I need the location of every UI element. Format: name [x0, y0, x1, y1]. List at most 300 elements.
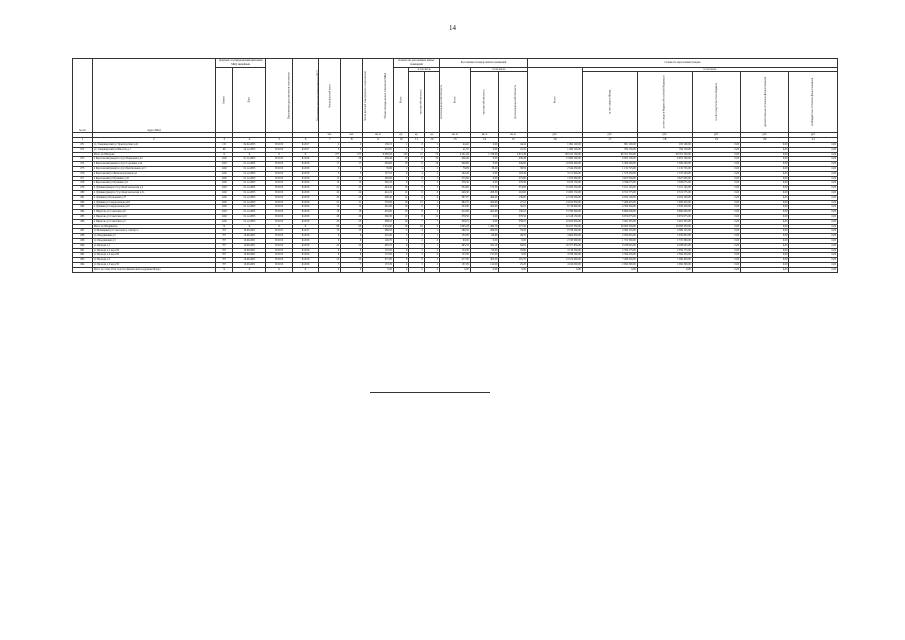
value-cell: 358,10 — [440, 219, 471, 224]
value-cell: 6 531 575,00 — [582, 190, 637, 195]
value-cell: 0,00 — [789, 205, 838, 210]
value-cell: 01.12.2003 — [233, 171, 266, 176]
value-cell: 2 813,49 — [499, 152, 528, 157]
value-cell: 1 570 450,00 — [637, 171, 692, 176]
value-cell: 41,35 — [499, 147, 528, 152]
column-number-cell: 11 — [409, 138, 424, 143]
value-cell: X — [266, 224, 292, 229]
address-cell: п Березовский ул Пушкина д.8 — [92, 181, 215, 186]
value-cell: 10.09.2001 — [233, 258, 266, 263]
value-cell: 9 — [341, 248, 363, 253]
value-cell: 183 100,00 — [637, 142, 692, 147]
value-cell: 20 — [319, 214, 341, 219]
value-cell: 2 359 175,00 — [637, 248, 692, 253]
subtotal-row — [73, 267, 838, 272]
header-total-area: Общая площадь жилых помещений МКД — [363, 59, 394, 133]
value-cell: 6 074 075,00 — [582, 214, 637, 219]
value-cell: 0,00 — [470, 176, 499, 181]
value-cell: 208,30 — [470, 190, 499, 195]
value-cell: 784 150,00 — [637, 147, 692, 152]
column-number-cell: 15 — [499, 138, 528, 143]
value-cell: 50,10 — [499, 205, 528, 210]
row-number — [73, 267, 93, 272]
header-rooms-private: частная собственность — [409, 72, 424, 133]
value-cell: 0,00 — [692, 210, 740, 215]
value-cell: IV.2015 — [266, 181, 292, 186]
value-cell: 0,00 — [741, 210, 789, 215]
value-cell: 6 074 075,00 — [637, 214, 692, 219]
value-cell: 0,00 — [692, 186, 740, 191]
value-cell: 125 — [393, 152, 408, 157]
value-cell: 0,00 — [692, 152, 740, 157]
row-number: 671 — [73, 142, 93, 147]
value-cell: 5 309 200,00 — [582, 162, 637, 167]
value-cell: II.2016 — [292, 162, 318, 167]
value-cell: 12 — [409, 152, 424, 157]
value-cell: 0 — [424, 267, 439, 272]
value-cell: 374,08 — [499, 186, 528, 191]
value-cell: 78,20 — [499, 229, 528, 234]
value-cell: 2 — [393, 166, 408, 171]
value-cell: 6 — [393, 248, 408, 253]
value-cell: 3 339 075,00 — [637, 181, 692, 186]
value-cell: 23 — [341, 219, 363, 224]
column-number-cell: 6 — [292, 138, 318, 143]
address-cell: ул Прохода д.2 кор.2/II — [92, 253, 215, 258]
value-cell: 360,30 — [363, 214, 394, 219]
value-cell: II.2016 — [292, 200, 318, 205]
value-cell: 0,00 — [741, 234, 789, 239]
value-cell: 7 286 450,00 — [637, 258, 692, 263]
value-cell: 1162 — [215, 186, 233, 191]
value-cell: 346,60 — [499, 162, 528, 167]
address-cell: ул Прохода д.1 кор.2/II — [92, 248, 215, 253]
value-cell: X — [233, 267, 266, 272]
value-cell: 0,00 — [440, 267, 471, 272]
value-cell: 5 461 325,00 — [582, 219, 637, 224]
row-number: 673 — [73, 157, 93, 162]
unit-cell: кв. м — [363, 133, 394, 138]
value-cell: 90 — [341, 224, 363, 229]
value-cell: 0,00 — [789, 147, 838, 152]
value-cell: 0,00 — [741, 162, 789, 167]
value-cell: 10 922 650,00 — [527, 219, 582, 224]
column-number-cell: 9 — [363, 138, 394, 143]
unit-cell: кв. м — [470, 133, 499, 138]
value-cell: 10.09.2001 — [233, 253, 266, 258]
value-cell: 7 — [409, 243, 424, 248]
value-cell: 16 — [393, 200, 408, 205]
value-cell: 0,00 — [692, 205, 740, 210]
column-number-cell: 3 — [215, 138, 233, 143]
value-cell: 28 093 350,00 — [637, 224, 692, 229]
value-cell: 12 148 150,00 — [527, 214, 582, 219]
value-cell: IV.2015 — [266, 253, 292, 258]
value-cell: 16 — [393, 162, 408, 167]
value-cell: 3 — [393, 229, 408, 234]
value-cell: 2 743 000,00 — [527, 238, 582, 243]
value-cell: 22 — [341, 258, 363, 263]
value-cell: 9 — [424, 224, 439, 229]
value-cell: 0 — [424, 253, 439, 258]
value-cell: 433,00 — [363, 210, 394, 215]
value-cell: 707 — [215, 253, 233, 258]
value-cell: 276,36 — [499, 181, 528, 186]
value-cell: 277 — [319, 152, 341, 157]
header-area-municipal: муниципальная собственность — [499, 72, 528, 133]
value-cell: 0,00 — [637, 267, 692, 272]
row-number: 685 — [73, 214, 93, 219]
value-cell: 0,00 — [789, 258, 838, 263]
column-number-cell: 7 — [319, 138, 341, 143]
value-cell: 7 — [424, 219, 439, 224]
value-cell: II.2016 — [292, 238, 318, 243]
address-cell: Итого по Шатрове: — [92, 152, 215, 157]
value-cell: II.2016 — [292, 219, 318, 224]
value-cell: 6 — [393, 181, 408, 186]
value-cell: 286,50 — [440, 229, 471, 234]
header-cost-extra: дополнительные источники финансирования — [741, 72, 789, 133]
unit-cell: руб. — [741, 133, 789, 138]
address-cell: п Дубники (квартал 5) ул Комсомольская д.3а — [92, 190, 215, 195]
column-number-cell: 16 — [527, 138, 582, 143]
value-cell: 0,00 — [789, 224, 838, 229]
value-cell: 157,00 — [363, 253, 394, 258]
value-cell: 23 — [341, 195, 363, 200]
value-cell: 6 953 100,00 — [582, 157, 637, 162]
value-cell: 10.09.2001 — [233, 248, 266, 253]
value-cell: 1162 — [215, 190, 233, 195]
value-cell: 10 659 400,00 — [527, 162, 582, 167]
row-number: 675 — [73, 166, 93, 171]
value-cell: 0 — [393, 267, 408, 272]
value-cell: 01.12.2003 — [233, 214, 266, 219]
value-cell: 1 — [424, 229, 439, 234]
value-cell: 0,00 — [692, 190, 740, 195]
value-cell: 436,46 — [440, 157, 471, 162]
value-cell: 1162 — [215, 219, 233, 224]
value-cell: 4 604 650,00 — [527, 234, 582, 239]
header-rooms-all: Всего — [393, 67, 408, 133]
value-cell: 0,00 — [692, 171, 740, 176]
value-cell: 2 092 300,00 — [582, 262, 637, 267]
value-cell: 1 — [424, 166, 439, 171]
value-cell: 0,00 — [741, 253, 789, 258]
value-cell: 0,00 — [741, 181, 789, 186]
value-cell: 452,65 — [363, 147, 394, 152]
value-cell: 0,00 — [789, 181, 838, 186]
value-cell: 01.12.2003 — [233, 190, 266, 195]
value-cell: 16 — [341, 210, 363, 215]
value-cell: 0,00 — [789, 171, 838, 176]
value-cell: 0,00 — [692, 234, 740, 239]
value-cell: 0,00 — [789, 166, 838, 171]
value-cell: 0,00 — [741, 224, 789, 229]
value-cell: 13 063 150,00 — [527, 190, 582, 195]
address-cell: п Дубники (квартал 5) ул Комсомольская д.2 — [92, 186, 215, 191]
value-cell: 577,50 — [499, 224, 528, 229]
row-number: 672 — [73, 147, 93, 152]
value-cell: 0,00 — [789, 190, 838, 195]
value-cell: 157,00 — [470, 253, 499, 258]
column-number-cell: 8 — [341, 138, 363, 143]
value-cell: 477,00 — [363, 258, 394, 263]
value-cell: 0 — [341, 267, 363, 272]
value-cell: 10 — [424, 157, 439, 162]
value-cell: 5 101 125,00 — [637, 186, 692, 191]
address-cell: Итого по этапу 2014 года без финансовой поддержки Фонда — [92, 267, 215, 272]
value-cell: 2 384 250,00 — [637, 253, 692, 258]
value-cell: 3 — [319, 147, 341, 152]
value-cell: 6 — [409, 190, 424, 195]
value-cell: 12 — [424, 214, 439, 219]
value-cell: 7 — [424, 176, 439, 181]
header-cost-incl: в том числе — [582, 67, 837, 72]
value-cell: 1 570 450,00 — [582, 171, 637, 176]
value-cell: 7 286 450,00 — [582, 258, 637, 263]
value-cell: 15 — [409, 200, 424, 205]
value-cell: 16 — [393, 224, 408, 229]
address-cell: п Дубники ул Кольцевая д.37 — [92, 195, 215, 200]
value-cell: 406,40 — [363, 195, 394, 200]
value-cell: 365,00 — [470, 258, 499, 263]
value-cell: II.2016 — [292, 248, 318, 253]
value-cell: 01.12.2003 — [233, 166, 266, 171]
column-number-cell: 14 — [470, 138, 499, 143]
value-cell: 3 151 900,00 — [527, 171, 582, 176]
value-cell: IV.2015 — [266, 210, 292, 215]
value-cell: X — [215, 267, 233, 272]
value-cell: 707 — [215, 238, 233, 243]
value-cell: II.2016 — [292, 214, 318, 219]
value-cell: 7 — [393, 176, 408, 181]
value-cell: 5 — [341, 166, 363, 171]
value-cell: 7 — [341, 262, 363, 267]
value-cell: 01.12.2003 — [233, 157, 266, 162]
value-cell: 302,23 — [363, 181, 394, 186]
value-cell: X — [215, 224, 233, 229]
column-number-cell: 10 — [393, 138, 408, 143]
value-cell: 5 309 200,00 — [637, 162, 692, 167]
header-plan-demolish: Планируемая дата сноса/реконструкции МКД — [292, 59, 318, 133]
value-cell: 0,00 — [741, 186, 789, 191]
row-number: 691 — [73, 248, 93, 253]
value-cell: 135,00 — [440, 234, 471, 239]
value-cell: 10.09.2001 — [233, 243, 266, 248]
unit-cell: руб. — [527, 133, 582, 138]
value-cell: 482,70 — [440, 200, 471, 205]
value-cell: 01.12.2003 — [233, 205, 266, 210]
value-cell: 0,00 — [692, 267, 740, 272]
value-cell: 0,00 — [741, 195, 789, 200]
value-cell: IV.2015 — [266, 238, 292, 243]
value-cell: 76,99 — [440, 166, 471, 171]
value-cell: 10.09.2001 — [233, 238, 266, 243]
value-cell: 4 369 125,00 — [582, 229, 637, 234]
value-cell: 0,00 — [692, 147, 740, 152]
address-cell: ул Прохода д.3 — [92, 258, 215, 263]
header-address: Адрес МКД — [92, 59, 215, 133]
value-cell: II.2016 — [292, 234, 318, 239]
value-cell: 3 — [424, 258, 439, 263]
value-cell: 9 — [319, 248, 341, 253]
unit-cell: ед. — [409, 133, 424, 138]
address-cell: п Дубники ул Свердловская д.63 — [92, 200, 215, 205]
value-cell: 25,20 — [499, 262, 528, 267]
value-cell: 1 464,79 — [470, 224, 499, 229]
value-cell: 8 188 925,00 — [637, 243, 692, 248]
value-cell: 426,30 — [440, 190, 471, 195]
unit-cell: руб. — [637, 133, 692, 138]
header-rooms-group: Количество расселяемых жилых помещений — [393, 59, 439, 68]
value-cell: 13 — [319, 181, 341, 186]
header-doc-number: Номер — [215, 67, 233, 133]
value-cell: 1162 — [215, 166, 233, 171]
value-cell: II.2016 — [292, 210, 318, 215]
column-number-cell: 21 — [789, 138, 838, 143]
value-cell: 127,16 — [363, 171, 394, 176]
value-cell: 6 — [341, 253, 363, 258]
value-cell: X — [215, 152, 233, 157]
value-cell: II.2016 — [292, 262, 318, 267]
value-cell: II.2016 — [292, 157, 318, 162]
column-number-cell: 17 — [582, 138, 637, 143]
value-cell: 10 — [393, 205, 408, 210]
value-cell: 2 359 175,00 — [582, 248, 637, 253]
value-cell: IV.2015 — [266, 262, 292, 267]
value-cell: 0 — [409, 157, 424, 162]
value-cell: IV.2017 — [266, 229, 292, 234]
value-cell: 0,00 — [741, 171, 789, 176]
header-rooms-incl: в том числе — [409, 67, 440, 72]
value-cell: 0,00 — [741, 214, 789, 219]
unit-cell: кв. м — [440, 133, 471, 138]
page-number: 14 — [449, 24, 456, 32]
value-cell: 441,16 — [363, 190, 394, 195]
value-cell: II.2016 — [292, 258, 318, 263]
value-cell: 6 054 100,00 — [582, 195, 637, 200]
value-cell: 0,00 — [789, 262, 838, 267]
unit-cell: руб. — [582, 133, 637, 138]
value-cell: IV.2015 — [266, 157, 292, 162]
value-cell: IV.2015 — [266, 142, 292, 147]
value-cell: 5 — [319, 166, 341, 171]
value-cell: 126,70 — [363, 238, 394, 243]
value-cell: 6 095,03 — [363, 152, 394, 157]
value-cell: 10 203 250,00 — [527, 186, 582, 191]
value-cell: 0,00 — [741, 258, 789, 263]
value-cell: 5 — [409, 186, 424, 191]
value-cell: 21 — [341, 200, 363, 205]
row-number: 690 — [73, 243, 93, 248]
value-cell: 0 — [319, 267, 341, 272]
value-cell: IV.2015 — [266, 190, 292, 195]
value-cell: 04.02.2003 — [233, 142, 266, 147]
value-cell: 14 — [319, 205, 341, 210]
value-cell: 0,00 — [789, 253, 838, 258]
address-cell: п Березовский (квартал 4) ул Парковый д.22 — [92, 157, 215, 162]
value-cell: 436,46 — [499, 157, 528, 162]
column-number-cell: 2 — [92, 138, 215, 143]
value-cell: 21 — [341, 186, 363, 191]
value-cell: 1 469 100,00 — [527, 147, 582, 152]
address-cell: ул Прохода д.3 кор.2/II — [92, 262, 215, 267]
address-cell: п Пирогово ул Советская д.10 — [92, 214, 215, 219]
value-cell: 0,00 — [692, 258, 740, 263]
value-cell: 378,50 — [499, 214, 528, 219]
header-num: № п/п — [73, 59, 93, 133]
value-cell: 5 — [319, 171, 341, 176]
row-number: 679 — [73, 186, 93, 191]
value-cell: 707 — [215, 248, 233, 253]
value-cell: 0,00 — [499, 253, 528, 258]
row-number: 678 — [73, 181, 93, 186]
header-cost-federal: за счет средств бюджета Российской Федерации — [637, 72, 692, 133]
value-cell: 38,59 — [499, 166, 528, 171]
row-number: 677 — [73, 176, 93, 181]
value-cell: 4 — [409, 229, 424, 234]
value-cell: 01.12.2003 — [233, 200, 266, 205]
value-cell: 1 132 725,00 — [582, 166, 637, 171]
value-cell: 137,29 — [440, 262, 471, 267]
value-cell: 0,00 — [789, 186, 838, 191]
value-cell: 6 — [393, 171, 408, 176]
value-cell: 0 — [409, 267, 424, 272]
value-cell: 201,00 — [363, 234, 394, 239]
value-cell: 13 960 200,00 — [527, 157, 582, 162]
value-cell: IV.2015 — [266, 195, 292, 200]
value-cell: 7 255 900,00 — [527, 176, 582, 181]
value-cell: 0,00 — [789, 243, 838, 248]
value-cell: 346,60 — [440, 162, 471, 167]
value-cell: 17 — [341, 162, 363, 167]
header-plan-end: Планируемая дата окончания переселения — [266, 59, 292, 133]
value-cell: 0,00 — [789, 157, 838, 162]
value-cell: 28 093 350,00 — [582, 224, 637, 229]
value-cell: 1 — [424, 243, 439, 248]
value-cell: 0,00 — [470, 238, 499, 243]
header-doc-group: Документ, подтверждающий признание МКД аварийным — [215, 59, 266, 68]
table-body — [73, 142, 838, 272]
value-cell: 6 — [409, 210, 424, 215]
value-cell: 69 761 350,00 — [637, 152, 692, 157]
address-cell: п Пирогово ул Советская д.3 — [92, 219, 215, 224]
row-number: 686 — [73, 219, 93, 224]
value-cell: 76,90 — [499, 248, 528, 253]
value-cell: 96 — [215, 147, 233, 152]
value-cell: 93,60 — [470, 248, 499, 253]
value-cell: 13 — [341, 181, 363, 186]
unit-cell: руб. — [692, 133, 740, 138]
row-number: 689 — [73, 238, 93, 243]
value-cell: 22 — [319, 258, 341, 263]
value-cell: 261,90 — [470, 210, 499, 215]
value-cell: 01.12.2003 — [233, 176, 266, 181]
value-cell: 0,00 — [692, 248, 740, 253]
value-cell: 0,00 — [470, 171, 499, 176]
header-cost-fund: за счет средств Фонда — [582, 72, 637, 133]
value-cell: 48,70 — [499, 234, 528, 239]
address-cell: ул. Товарищеский ул Транспортная д.24 — [92, 142, 215, 147]
value-cell: 0 — [409, 176, 424, 181]
value-cell: 0,00 — [789, 200, 838, 205]
value-cell: 6 — [424, 190, 439, 195]
value-cell: IV.2015 — [266, 214, 292, 219]
row-number: 688 — [73, 234, 93, 239]
value-cell: 1 645,28 — [440, 224, 471, 229]
value-cell: 0 — [424, 238, 439, 243]
value-cell: 275,60 — [440, 176, 471, 181]
